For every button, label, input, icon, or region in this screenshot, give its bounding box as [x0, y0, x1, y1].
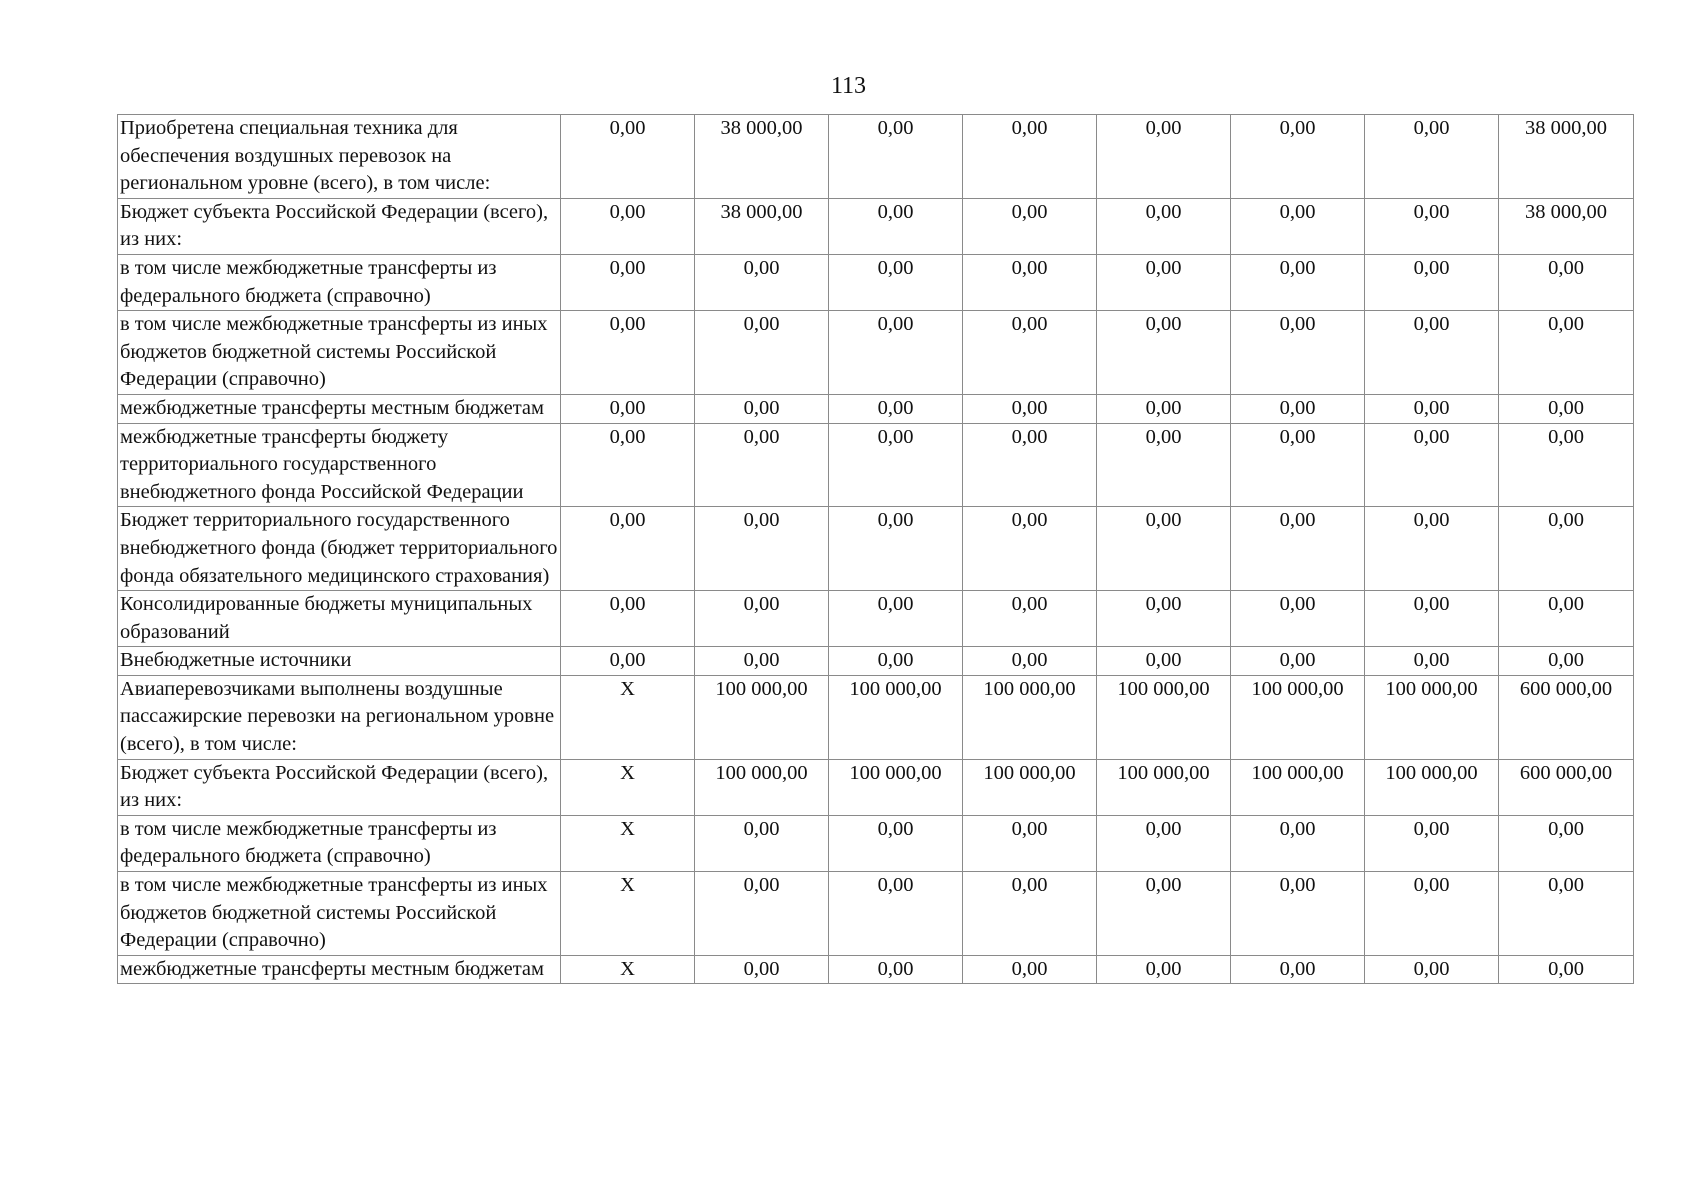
value-cell: X [561, 955, 695, 984]
value-cell: 38 000,00 [695, 115, 829, 199]
value-cell: 0,00 [829, 507, 963, 591]
value-cell: 0,00 [1231, 254, 1365, 310]
value-cell: 100 000,00 [829, 759, 963, 815]
value-cell: 100 000,00 [1097, 759, 1231, 815]
value-cell: 0,00 [829, 115, 963, 199]
value-cell: 0,00 [1231, 115, 1365, 199]
value-cell: 0,00 [695, 815, 829, 871]
table-row [118, 591, 1634, 647]
row-label: в том числе межбюджетные трансферты из иных бюджетов бюджетной системы Российской Федерации (справочно) [118, 311, 561, 395]
value-cell: 0,00 [1097, 815, 1231, 871]
value-cell: 0,00 [1499, 423, 1634, 507]
value-cell: 0,00 [1097, 647, 1231, 676]
value-cell: 0,00 [561, 647, 695, 676]
value-cell: 38 000,00 [1499, 198, 1634, 254]
value-cell: 0,00 [963, 198, 1097, 254]
value-cell: 100 000,00 [1097, 675, 1231, 759]
value-cell: 0,00 [561, 115, 695, 199]
value-cell: 0,00 [963, 815, 1097, 871]
value-cell: 0,00 [1499, 647, 1634, 676]
value-cell: 100 000,00 [1365, 759, 1499, 815]
value-cell: 0,00 [1097, 507, 1231, 591]
value-cell: 0,00 [1499, 955, 1634, 984]
value-cell: 100 000,00 [963, 675, 1097, 759]
value-cell: 0,00 [1231, 423, 1365, 507]
value-cell: 0,00 [963, 423, 1097, 507]
row-label: Бюджет субъекта Российской Федерации (всего), из них: [118, 198, 561, 254]
value-cell: 0,00 [1231, 198, 1365, 254]
row-label: Бюджет территориального государственного внебюджетного фонда (бюджет территориального фонда обязательного медицинского страхования) [118, 507, 561, 591]
value-cell: 0,00 [963, 311, 1097, 395]
value-cell: 0,00 [829, 872, 963, 956]
table-row [118, 507, 1634, 591]
value-cell: 0,00 [1365, 647, 1499, 676]
row-label: межбюджетные трансферты бюджету территориального государственного внебюджетного фонда Российской Федерации [118, 423, 561, 507]
value-cell: 0,00 [1499, 591, 1634, 647]
value-cell: 0,00 [963, 115, 1097, 199]
value-cell: 0,00 [1231, 955, 1365, 984]
row-label: межбюджетные трансферты местным бюджетам [118, 955, 561, 984]
value-cell: X [561, 759, 695, 815]
value-cell: 0,00 [561, 591, 695, 647]
value-cell: 100 000,00 [695, 675, 829, 759]
row-label: межбюджетные трансферты местным бюджетам [118, 394, 561, 423]
value-cell: 0,00 [561, 423, 695, 507]
value-cell: 0,00 [561, 394, 695, 423]
value-cell: 0,00 [1231, 311, 1365, 395]
value-cell: 0,00 [695, 955, 829, 984]
value-cell: 0,00 [695, 591, 829, 647]
value-cell: 0,00 [963, 955, 1097, 984]
value-cell: 0,00 [829, 815, 963, 871]
value-cell: 38 000,00 [1499, 115, 1634, 199]
value-cell: 0,00 [829, 198, 963, 254]
value-cell: 0,00 [1365, 591, 1499, 647]
row-label: в том числе межбюджетные трансферты из иных бюджетов бюджетной системы Российской Федерации (справочно) [118, 872, 561, 956]
value-cell: 0,00 [1231, 815, 1365, 871]
value-cell: 0,00 [1097, 311, 1231, 395]
value-cell: 0,00 [1499, 394, 1634, 423]
value-cell: 0,00 [561, 198, 695, 254]
value-cell: 0,00 [1499, 815, 1634, 871]
value-cell: 0,00 [1097, 394, 1231, 423]
value-cell: 0,00 [1231, 872, 1365, 956]
value-cell: 0,00 [1231, 591, 1365, 647]
value-cell: 100 000,00 [829, 675, 963, 759]
value-cell: 0,00 [963, 872, 1097, 956]
value-cell: 0,00 [695, 872, 829, 956]
value-cell: 0,00 [1365, 115, 1499, 199]
value-cell: 0,00 [963, 507, 1097, 591]
table-row [118, 311, 1634, 395]
row-label: Бюджет субъекта Российской Федерации (всего), из них: [118, 759, 561, 815]
value-cell: 0,00 [1097, 115, 1231, 199]
row-label: Внебюджетные источники [118, 647, 561, 676]
value-cell: 0,00 [1499, 507, 1634, 591]
value-cell: 0,00 [695, 647, 829, 676]
row-label: в том числе межбюджетные трансферты из федерального бюджета (справочно) [118, 815, 561, 871]
value-cell: 0,00 [1097, 198, 1231, 254]
value-cell: 0,00 [829, 394, 963, 423]
value-cell: 100 000,00 [1365, 675, 1499, 759]
value-cell: 0,00 [1097, 254, 1231, 310]
value-cell: 0,00 [1231, 507, 1365, 591]
value-cell: 0,00 [1365, 955, 1499, 984]
value-cell: 0,00 [1097, 591, 1231, 647]
value-cell: 0,00 [829, 423, 963, 507]
value-cell: 0,00 [1365, 872, 1499, 956]
value-cell: 100 000,00 [1231, 675, 1365, 759]
table-row [118, 675, 1634, 759]
value-cell: 0,00 [1499, 872, 1634, 956]
table-row [118, 955, 1634, 984]
table-row [118, 647, 1634, 676]
value-cell: 0,00 [963, 254, 1097, 310]
value-cell: 0,00 [1365, 311, 1499, 395]
table-row [118, 423, 1634, 507]
row-label: Приобретена специальная техника для обеспечения воздушных перевозок на региональном уровне (всего), в том числе: [118, 115, 561, 199]
table-row [118, 394, 1634, 423]
value-cell: 0,00 [829, 647, 963, 676]
table-body [118, 115, 1634, 984]
value-cell: 0,00 [1499, 311, 1634, 395]
table-row [118, 759, 1634, 815]
value-cell: X [561, 872, 695, 956]
value-cell: 0,00 [1365, 815, 1499, 871]
value-cell: 100 000,00 [1231, 759, 1365, 815]
value-cell: 100 000,00 [963, 759, 1097, 815]
value-cell: 0,00 [561, 507, 695, 591]
value-cell: 38 000,00 [695, 198, 829, 254]
row-label: Консолидированные бюджеты муниципальных образований [118, 591, 561, 647]
value-cell: 0,00 [561, 311, 695, 395]
value-cell: 0,00 [1097, 955, 1231, 984]
value-cell: 0,00 [963, 647, 1097, 676]
value-cell: X [561, 675, 695, 759]
budget-table [117, 114, 1634, 984]
value-cell: 600 000,00 [1499, 759, 1634, 815]
value-cell: 0,00 [829, 311, 963, 395]
value-cell: X [561, 815, 695, 871]
table-row [118, 115, 1634, 199]
value-cell: 0,00 [1231, 394, 1365, 423]
value-cell: 0,00 [695, 394, 829, 423]
value-cell: 0,00 [829, 254, 963, 310]
value-cell: 600 000,00 [1499, 675, 1634, 759]
row-label: в том числе межбюджетные трансферты из федерального бюджета (справочно) [118, 254, 561, 310]
value-cell: 0,00 [1097, 872, 1231, 956]
table-row [118, 254, 1634, 310]
value-cell: 0,00 [1231, 647, 1365, 676]
value-cell: 0,00 [963, 394, 1097, 423]
table-row [118, 198, 1634, 254]
value-cell: 0,00 [963, 591, 1097, 647]
table-row [118, 815, 1634, 871]
value-cell: 0,00 [1365, 254, 1499, 310]
value-cell: 0,00 [1499, 254, 1634, 310]
value-cell: 0,00 [829, 591, 963, 647]
value-cell: 0,00 [695, 423, 829, 507]
row-label: Авиаперевозчиками выполнены воздушные пассажирские перевозки на региональном уровне (всего), в том числе: [118, 675, 561, 759]
value-cell: 0,00 [829, 955, 963, 984]
page-number: 113 [830, 73, 867, 99]
value-cell: 0,00 [695, 507, 829, 591]
value-cell: 0,00 [1097, 423, 1231, 507]
value-cell: 0,00 [695, 254, 829, 310]
value-cell: 0,00 [1365, 423, 1499, 507]
value-cell: 0,00 [561, 254, 695, 310]
value-cell: 0,00 [1365, 394, 1499, 423]
value-cell: 100 000,00 [695, 759, 829, 815]
value-cell: 0,00 [1365, 198, 1499, 254]
value-cell: 0,00 [1365, 507, 1499, 591]
table-row [118, 872, 1634, 956]
value-cell: 0,00 [695, 311, 829, 395]
